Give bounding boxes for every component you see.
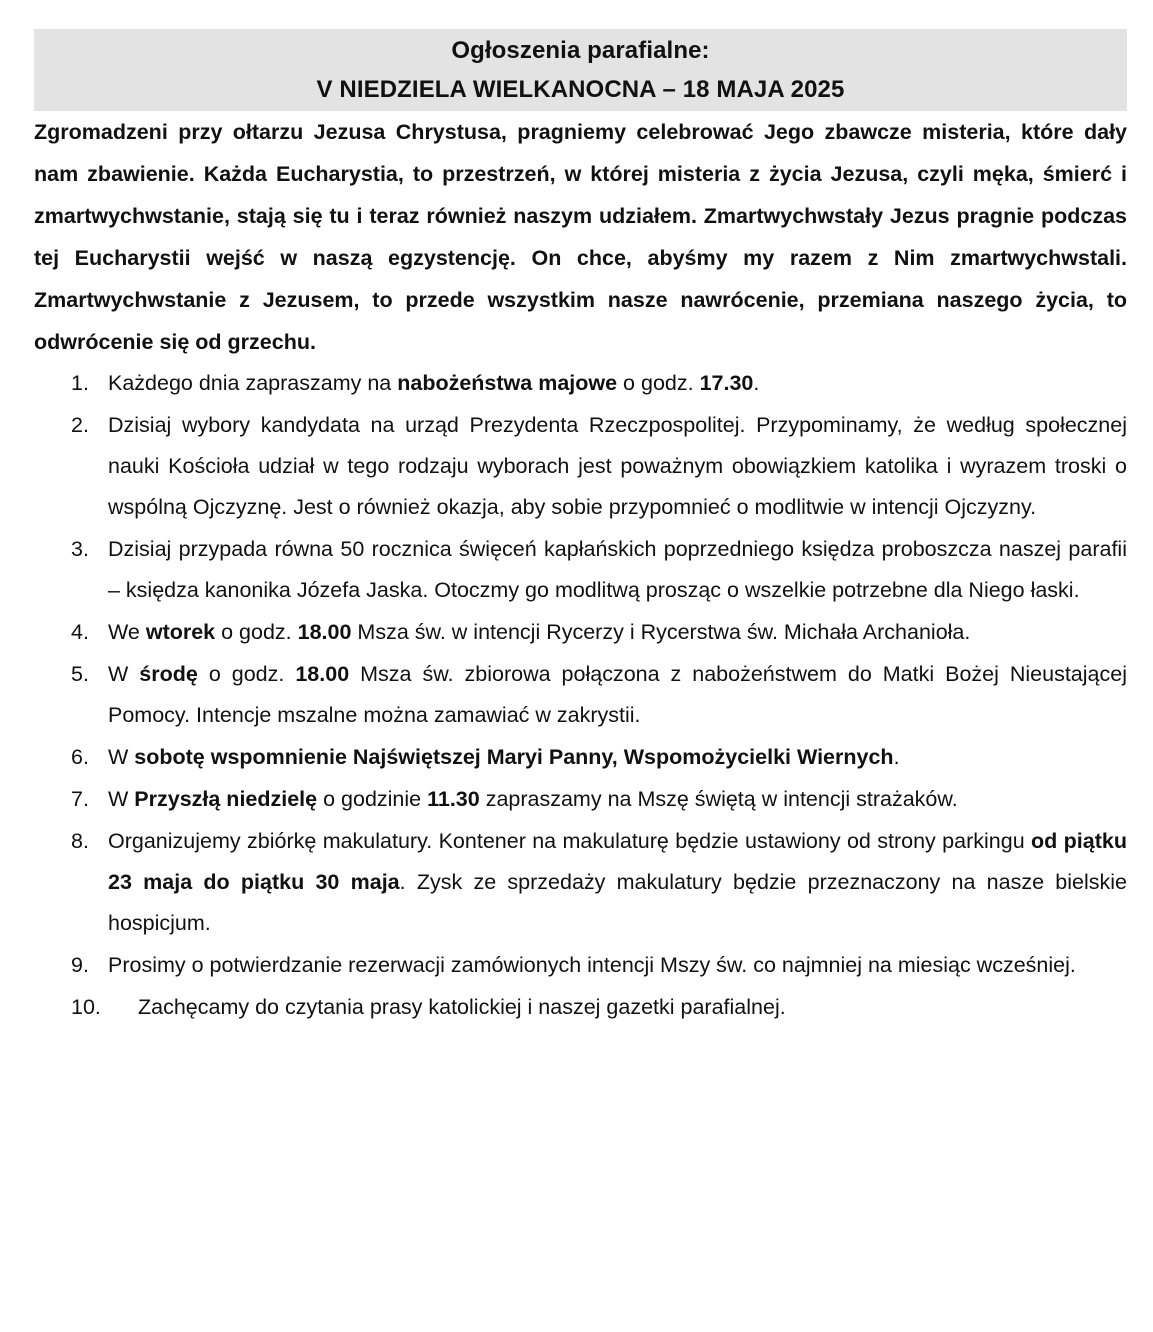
announcement-emphasis: wtorek	[145, 620, 216, 644]
announcement-text: W	[108, 787, 135, 811]
announcement-number: 6.	[71, 745, 89, 769]
announcement-text: Organizujemy zbiórkę makulatury. Kontener na makulaturę będzie ustawiony od strony parkingu	[108, 829, 1032, 853]
announcement-item	[34, 363, 1127, 404]
announcement-item	[34, 821, 1127, 944]
announcement-number: 10.	[71, 995, 101, 1019]
announcement-emphasis: nabożeństwa majowe	[397, 371, 618, 395]
announcement-number: 8.	[71, 829, 89, 853]
announcement-text: .	[893, 745, 900, 769]
announcement-number: 9.	[71, 953, 89, 977]
intro-paragraph: Zgromadzeni przy ołtarzu Jezusa Chrystusa, pragniemy celebrować Jego zbawcze misteria, które dały nam zbawienie. Każda Eucharystia, to przestrzeń, w której misteria z życia Jezusa, czyli męka, śmierć i zmartwychwstanie, stają się tu i teraz również naszym udziałem. Zmartwychwstały Jezus pragnie podczas tej Eucharystii wejść w naszą egzystencję. On chce, abyśmy my razem z Nim zmartwychwstali. Zmartwychwstanie z Jezusem, to przede wszystkim nasze nawrócenie, przemiana naszego życia, to odwrócenie się od grzechu.	[34, 120, 1127, 354]
announcement-text: Prosimy o potwierdzanie rezerwacji zamówionych intencji Mszy św. co najmniej na miesiąc wcześniej.	[108, 953, 1076, 977]
announcement-text: .	[753, 371, 760, 395]
header-title: Ogłoszenia parafialne:	[451, 37, 710, 64]
announcement-text: W	[108, 662, 140, 686]
announcement-emphasis: środę	[139, 662, 198, 686]
announcement-text: Msza św. w intencji Rycerzy i Rycerstwa św. Michała Archanioła.	[351, 620, 971, 644]
announcement-item	[34, 779, 1127, 820]
announcement-text: Zachęcamy do czytania prasy katolickiej i naszej gazetki parafialnej.	[138, 995, 786, 1019]
announcement-item	[34, 612, 1127, 653]
announcement-item	[34, 405, 1127, 528]
announcement-emphasis: 18.00	[297, 620, 352, 644]
announcement-text: Dzisiaj wybory kandydata na urząd Prezydenta Rzeczpospolitej. Przypominamy, że według społecznej nauki Kościoła udział w tego rodzaju wyborach jest poważnym obowiązkiem katolika i wyrazem troski o wspólną Ojczyznę. Jest o również okazja, aby sobie przypomnieć o modlitwie w intencji Ojczyzny.	[108, 413, 1127, 519]
announcement-number: 7.	[71, 787, 89, 811]
announcement-emphasis: 18.00	[295, 662, 350, 686]
announcement-text: o godz.	[215, 620, 298, 644]
announcement-emphasis: sobotę wspomnienie Najświętszej Maryi Panny, Wspomożycielki Wiernych	[134, 745, 894, 769]
announcement-text: Dzisiaj przypada równa 50 rocznica święceń kapłańskich poprzedniego księdza proboszcza naszej parafii – księdza kanonika Józefa Jaska. Otoczmy go modlitwą prosząc o wszelkie potrzebne dla Niego łaski.	[108, 537, 1127, 602]
announcement-number: 3.	[71, 537, 89, 561]
announcement-text: We	[108, 620, 146, 644]
announcement-number: 1.	[71, 371, 89, 395]
announcement-text: . Zysk ze sprzedaży makulatury będzie przeznaczony na nasze bielskie hospicjum.	[108, 870, 1127, 935]
announcement-text: zapraszamy na Mszę świętą w intencji strażaków.	[479, 787, 958, 811]
announcements-page	[34, 29, 1127, 1029]
announcement-item	[34, 987, 1127, 1028]
announcement-text: o godzinie	[317, 787, 428, 811]
announcement-text: o godz.	[197, 662, 296, 686]
announcement-number: 2.	[71, 413, 89, 437]
announcement-number: 5.	[71, 662, 89, 686]
announcement-item	[34, 737, 1127, 778]
announcement-item	[34, 654, 1127, 736]
announcement-text: W	[108, 745, 135, 769]
header-subtitle: V NIEDZIELA WIELKANOCNA – 18 MAJA 2025	[316, 76, 845, 103]
announcement-number: 4.	[71, 620, 89, 644]
header-banner	[34, 29, 1127, 111]
announcement-text: Każdego dnia zapraszamy na	[108, 371, 398, 395]
announcement-item	[34, 945, 1127, 986]
announcement-emphasis: od piątku 23 maja do piątku 30 maja	[108, 829, 1127, 894]
announcement-item	[34, 529, 1127, 611]
announcement-emphasis: Przyszłą niedzielę	[134, 787, 318, 811]
announcement-emphasis: 17.30	[699, 371, 754, 395]
announcement-text: Msza św. zbiorowa połączona z nabożeństwem do Matki Bożej Nieustającej Pomocy. Intencje mszalne można zamawiać w zakrystii.	[108, 662, 1127, 727]
announcements-list	[34, 363, 1127, 1028]
announcement-text: o godz.	[617, 371, 700, 395]
announcement-emphasis: 11.30	[427, 787, 480, 811]
